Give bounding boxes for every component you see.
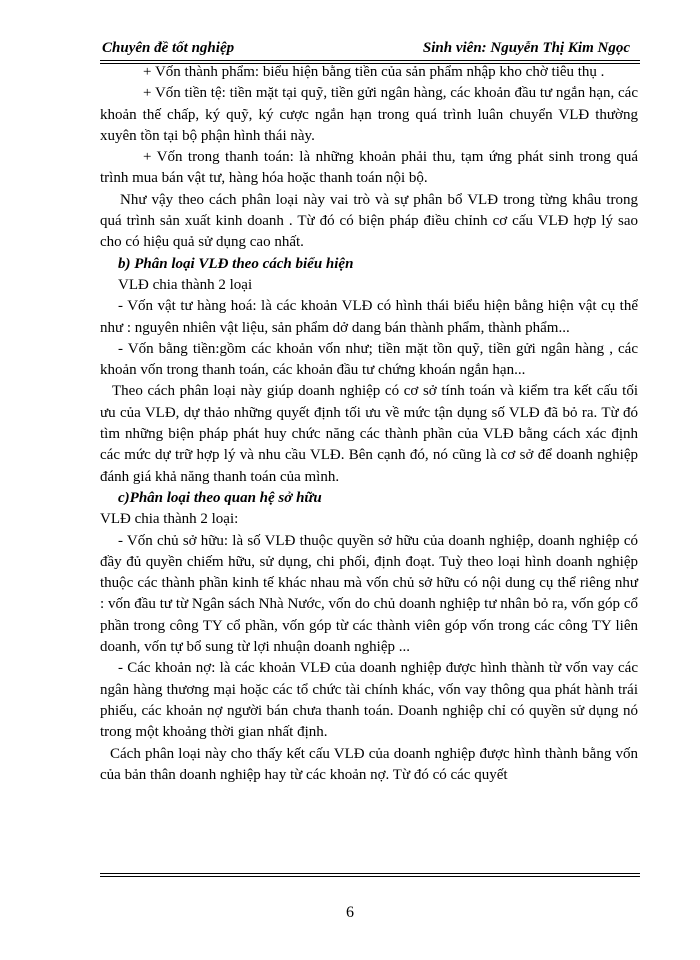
- paragraph-summary-b: Theo cách phân loại này giúp doanh nghiệp có cơ sở tính toán và kiểm tra kết cấu tối ưu của VLĐ, dự thảo những quyết định tối ưu về mức tận dụng số VLĐ đã bỏ ra. Từ đó tìm những biện pháp phát huy chức năng các thành phần của VLĐ bằng cách xác định các mức dự trữ hợp lý và nhu cầu VLĐ. Bên cạnh đó, nó cũng là cơ sở để doanh nghiệp đánh giá khả năng thanh toán của mình.: [100, 383, 638, 485]
- paragraph-von-chu-so-huu: - Vốn chủ sở hữu: là số VLĐ thuộc quyền sở hữu của doanh nghiệp, doanh nghiệp có đầy đủ quyền chiếm hữu, sử dụng, chi phối, định đoạt. Tuỳ theo loại hình doanh nghiệp thuộc các thành phần kinh tế khác nhau mà vốn chủ sở hữu có nội dung cụ thể riêng như : vốn đầu tư từ Ngân sách Nhà Nước, vốn do chủ doanh nghiệp tư nhân bỏ ra, vốn góp cổ phần trong công TY cổ phần, vốn góp từ các thành viên góp vốn trong các công TY liên doanh, vốn tự bổ sung từ lợi nhuận doanh nghiệp ...: [100, 532, 638, 656]
- paragraph-cac-khoan-no: - Các khoản nợ: là các khoản VLĐ của doanh nghiệp được hình thành từ vốn vay các ngân hàng thương mại hoặc các tổ chức tài chính khác, vốn vay thông qua phát hành trái phiếu, các khoản nợ người bán chưa thanh toán. Doanh nghiệp chỉ có quyền sử dụng nó trong một khoảng thời gian nhất định.: [100, 660, 638, 741]
- footer-rule: [100, 873, 640, 874]
- body-text: [100, 62, 638, 786]
- paragraph-von-bang-tien: - Vốn bằng tiền:gồm các khoản vốn như; tiền mặt tồn quỹ, tiền gửi ngân hàng , các khoản vốn trong thanh toán, các khoản đầu tư chứng khoán ngắn hạn...: [100, 340, 638, 379]
- paragraph-von-tien-te: + Vốn tiền tệ: tiền mặt tại quỹ, tiền gửi ngân hàng, các khoản đầu tư ngắn hạn, các khoản thế chấp, ký quỹ, ký cược ngắn hạn trong quá trình luân chuyển VLĐ thường xuyên tồn tại bộ phận hình thái này.: [100, 85, 638, 144]
- paragraph-vld-chia-c: VLĐ chia thành 2 loại:: [100, 511, 239, 528]
- paragraph-von-thanh-pham: + Vốn thành phẩm: biểu hiện bằng tiền của sản phẩm nhập kho chờ tiêu thụ .: [143, 64, 605, 80]
- paragraph-vld-chia-b: VLĐ chia thành 2 loại: [118, 276, 253, 293]
- paragraph-summary-c: Cách phân loại này cho thấy kết cấu VLĐ của doanh nghiệp được hình thành bằng vốn của bản thân doanh nghiệp hay từ các khoản nợ. Từ đó có các quyết: [100, 745, 638, 783]
- paragraph-summary-a: Như vậy theo cách phân loại này vai trò và sự phân bổ VLĐ trong từng khâu trong quá trình sản xuất kinh doanh . Từ đó có biện pháp điều chỉnh cơ cấu VLĐ hợp lý sao cho có hiệu quả sử dụng cao nhất.: [100, 191, 638, 251]
- paragraph-von-trong-thanh-toan: + Vốn trong thanh toán: là những khoản phải thu, tạm ứng phát sinh trong quá trình mua bán vật tư, hàng hóa hoặc thanh toán nội bộ.: [100, 149, 638, 187]
- page-number: 6: [346, 904, 354, 921]
- paragraph-von-vat-tu: - Vốn vật tư hàng hoá: là các khoản VLĐ có hình thái biểu hiện bằng hiện vật cụ thể như : nguyên nhiên vật liệu, sản phẩm dở dang bán thành phẩm, thành phẩm...: [100, 298, 638, 336]
- header-document-title: Chuyên đề tốt nghiệp: [102, 40, 235, 56]
- subheading-c: c)Phân loại theo quan hệ sở hữu: [118, 489, 322, 506]
- header-author: Sinh viên: Nguyễn Thị Kim Ngọc: [422, 40, 630, 56]
- footer-rule-secondary: [100, 876, 640, 877]
- header-rule: [100, 60, 640, 61]
- subheading-b: b) Phân loại VLĐ theo cách biểu hiện: [118, 255, 354, 272]
